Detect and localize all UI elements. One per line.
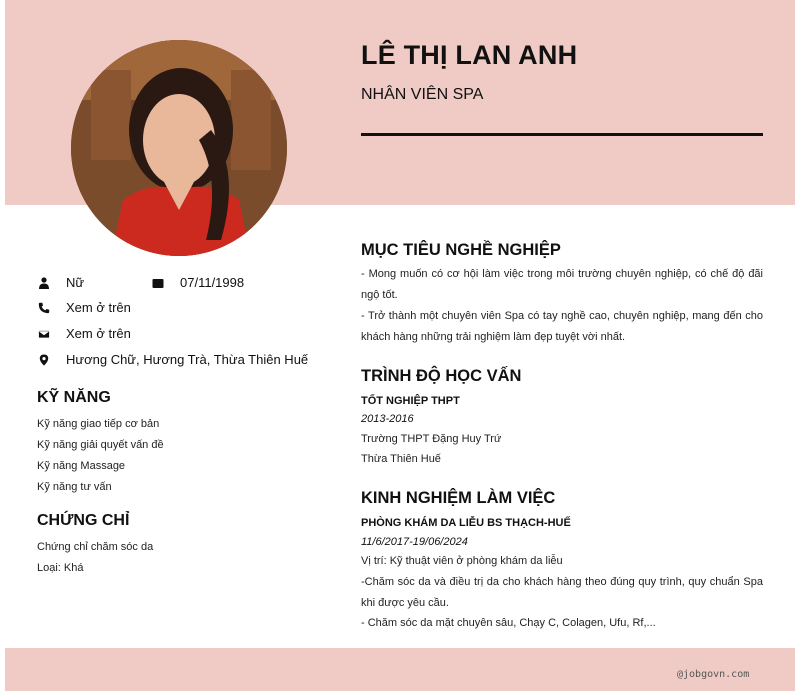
gender-value: Nữ — [66, 275, 85, 290]
phone-row — [37, 300, 131, 315]
email-row — [37, 326, 131, 341]
profile-photo — [71, 40, 287, 256]
objective-line: - Trở thành một chuyên viên Spa có tay nghề cao, chuyên nghiệp, mang đến cho khách hàng những trải nghiệm làm đẹp tuyệt vời nhất. — [361, 310, 763, 343]
watermark-text: @jobgovn.com — [677, 669, 750, 680]
title-divider — [361, 133, 763, 136]
objective-heading: MỤC TIÊU NGHỀ NGHIỆP — [361, 241, 561, 259]
calendar-icon — [151, 276, 165, 290]
gender-row — [37, 275, 84, 290]
phone-icon — [37, 301, 51, 315]
certificates-heading: CHỨNG CHỈ — [37, 512, 130, 529]
certificate-item: Chứng chỉ chăm sóc da — [37, 541, 154, 553]
user-icon — [37, 276, 51, 290]
skill-item: Kỹ năng giao tiếp cơ bản — [37, 418, 160, 430]
address-value: Hương Chữ, Hương Trà, Thừa Thiên Huế — [66, 352, 309, 367]
experience-duty: -Chăm sóc da và điều trị da cho khách hàng theo đúng quy trình, quy chuẩn Spa khi được yêu cầu. — [361, 576, 763, 609]
skill-item: Kỹ năng giải quyết vấn đề — [37, 439, 164, 451]
objective-line: - Mong muốn có cơ hội làm việc trong môi trường chuyên nghiệp, có chế độ đãi ngộ tốt. — [361, 268, 763, 301]
experience-period: 11/6/2017-19/06/2024 — [361, 536, 468, 548]
education-period: 2013-2016 — [361, 413, 414, 425]
address-row — [37, 352, 308, 367]
experience-position: Vị trí: Kỹ thuật viên ở phòng khám da liễu — [361, 555, 563, 567]
map-pin-icon — [37, 353, 51, 367]
envelope-icon — [37, 327, 51, 341]
experience-company: PHÒNG KHÁM DA LIỄU BS THẠCH-HUẾ — [361, 517, 571, 529]
email-value: Xem ở trên — [66, 326, 131, 341]
certificate-item: Loại: Khá — [37, 562, 84, 574]
candidate-name: LÊ THỊ LAN ANH — [361, 40, 578, 70]
job-title: NHÂN VIÊN SPA — [361, 86, 484, 103]
birthdate-value: 07/11/1998 — [180, 275, 245, 290]
education-location: Thừa Thiên Huế — [361, 453, 441, 465]
skill-item: Kỹ năng Massage — [37, 460, 126, 472]
education-heading: TRÌNH ĐỘ HỌC VẤN — [361, 367, 522, 385]
phone-value: Xem ở trên — [66, 300, 131, 315]
experience-heading: KINH NGHIỆM LÀM VIỆC — [361, 489, 556, 507]
skill-item: Kỹ năng tư vấn — [37, 481, 112, 493]
education-school: Trường THPT Đặng Huy Trứ — [361, 433, 502, 445]
education-title: TỐT NGHIỆP THPT — [361, 395, 460, 407]
birthdate-row — [151, 275, 244, 290]
skills-heading: KỸ NĂNG — [37, 389, 111, 406]
experience-duty: - Chăm sóc da mặt chuyên sâu, Chạy C, Colagen, Ufu, Rf,... — [361, 617, 656, 629]
